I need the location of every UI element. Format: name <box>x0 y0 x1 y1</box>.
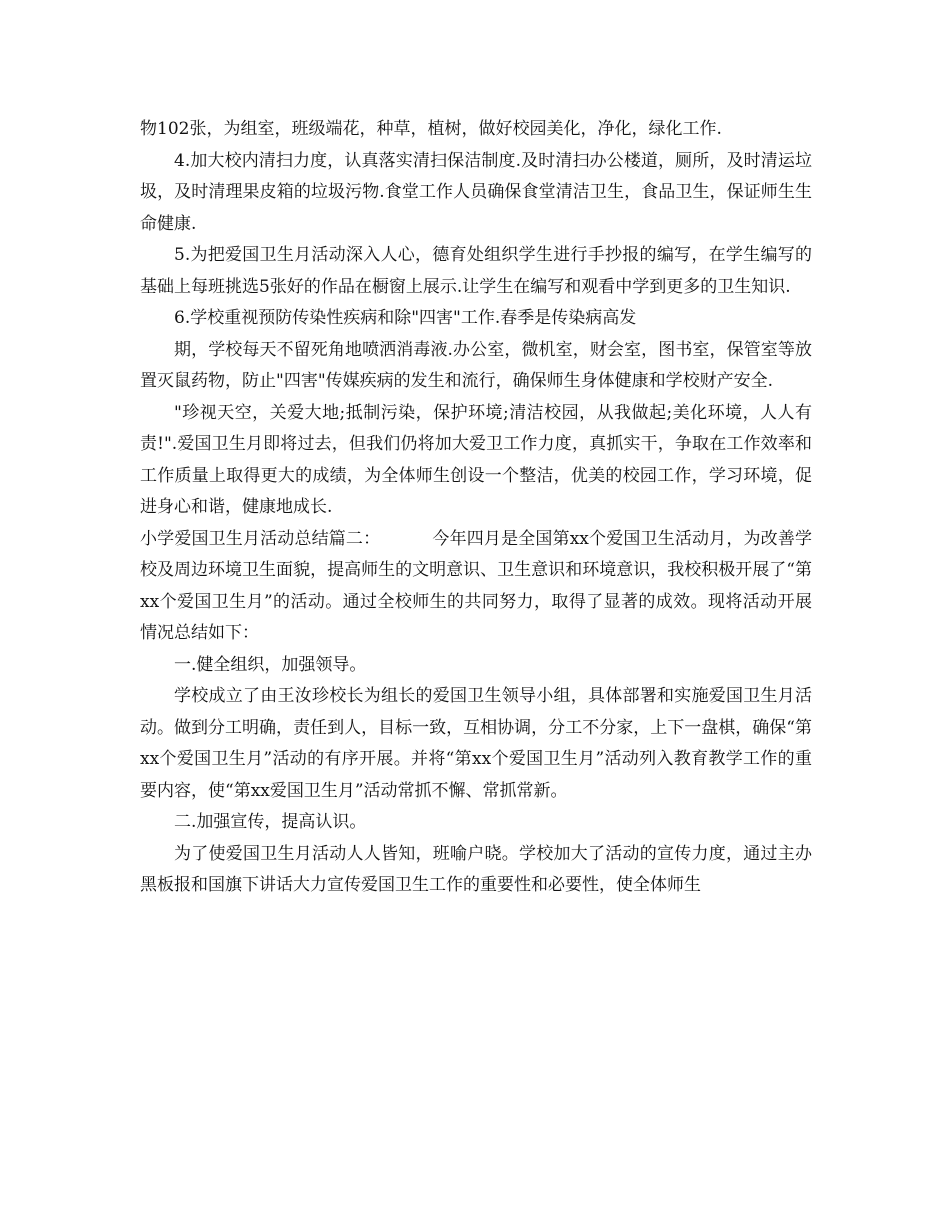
document-body <box>140 114 812 902</box>
section-2-intro-text: 今年四月是全国第xx个爱国卫生活动月，为改善学校及周边环境卫生面貌，提高师生的文明意识、卫生意识和环境意识，我校积极开展了“第xx个爱国卫生月”的活动。通过全校师生的共同努力，取得了显著的成效。现将活动开展情况总结如下： <box>140 528 812 643</box>
paragraph-11: 为了使爱国卫生月活动人人皆知，班喻户晓。学校加大了活动的宣传力度，通过主办黑板报和国旗下讲话大力宣传爱国卫生工作的重要性和必要性，使全体师生 <box>140 843 812 895</box>
paragraph-3: 5.为把爱国卫生月活动深入人心，德育处组织学生进行手抄报的编写，在学生编写的基础上每班挑选5张好的作品在橱窗上展示.让学生在编写和观看中学到更多的卫生知识. <box>140 245 812 297</box>
paragraph-9: 学校成立了由王汝珍校长为组长的爱国卫生领导小组，具体部署和实施爱国卫生月活动。做到分工明确，责任到人，目标一致，互相协调，分工不分家，上下一盘棋，确保“第xx个爱国卫生月”活动的有序开展。并将“第xx个爱国卫生月”活动列入教育教学工作的重要内容，使“第xx爱国卫生月”活动常抓不懈、常抓常新。 <box>140 686 812 801</box>
paragraph-heading-1: 一.健全组织，加强领导。 <box>174 654 367 675</box>
paragraph-4: 6.学校重视预防传染性疾病和除"四害"工作.春季是传染病高发 <box>174 308 637 328</box>
paragraph-1: 物102张，为组室，班级端花，种草，植树，做好校园美化，净化，绿化工作. <box>140 119 722 139</box>
paragraph-5: 期，学校每天不留死角地喷洒消毒液.办公室，微机室，财会室，图书室，保管室等放置灭鼠药物，防止"四害"传媒疾病的发生和流行，确保师生身体健康和学校财产安全. <box>140 339 812 391</box>
section-2-heading: 小学爱国卫生月活动总结篇二： <box>140 528 381 549</box>
paragraph-2: 4.加大校内清扫力度，认真落实清扫保洁制度.及时清扫办公楼道，厕所，及时清运垃圾，及时清理果皮箱的垃圾污物.食堂工作人员确保食堂清洁卫生，食品卫生，保证师生生命健康. <box>140 150 812 234</box>
paragraph-6: "珍视天空，关爱大地;抵制污染，保护环境;清洁校园，从我做起;美化环境，人人有责!".爱国卫生月即将过去，但我们仍将加大爱卫工作力度，真抓实干，争取在工作效率和工作质量上取得更大的成绩，为全体师生创设一个整洁，优美的校园工作，学习环境，促进身心和谐，健康地成长. <box>140 402 812 517</box>
paragraph-heading-2: 二.加强宣传，提高认识。 <box>174 812 367 832</box>
section-2-intro <box>140 524 812 650</box>
